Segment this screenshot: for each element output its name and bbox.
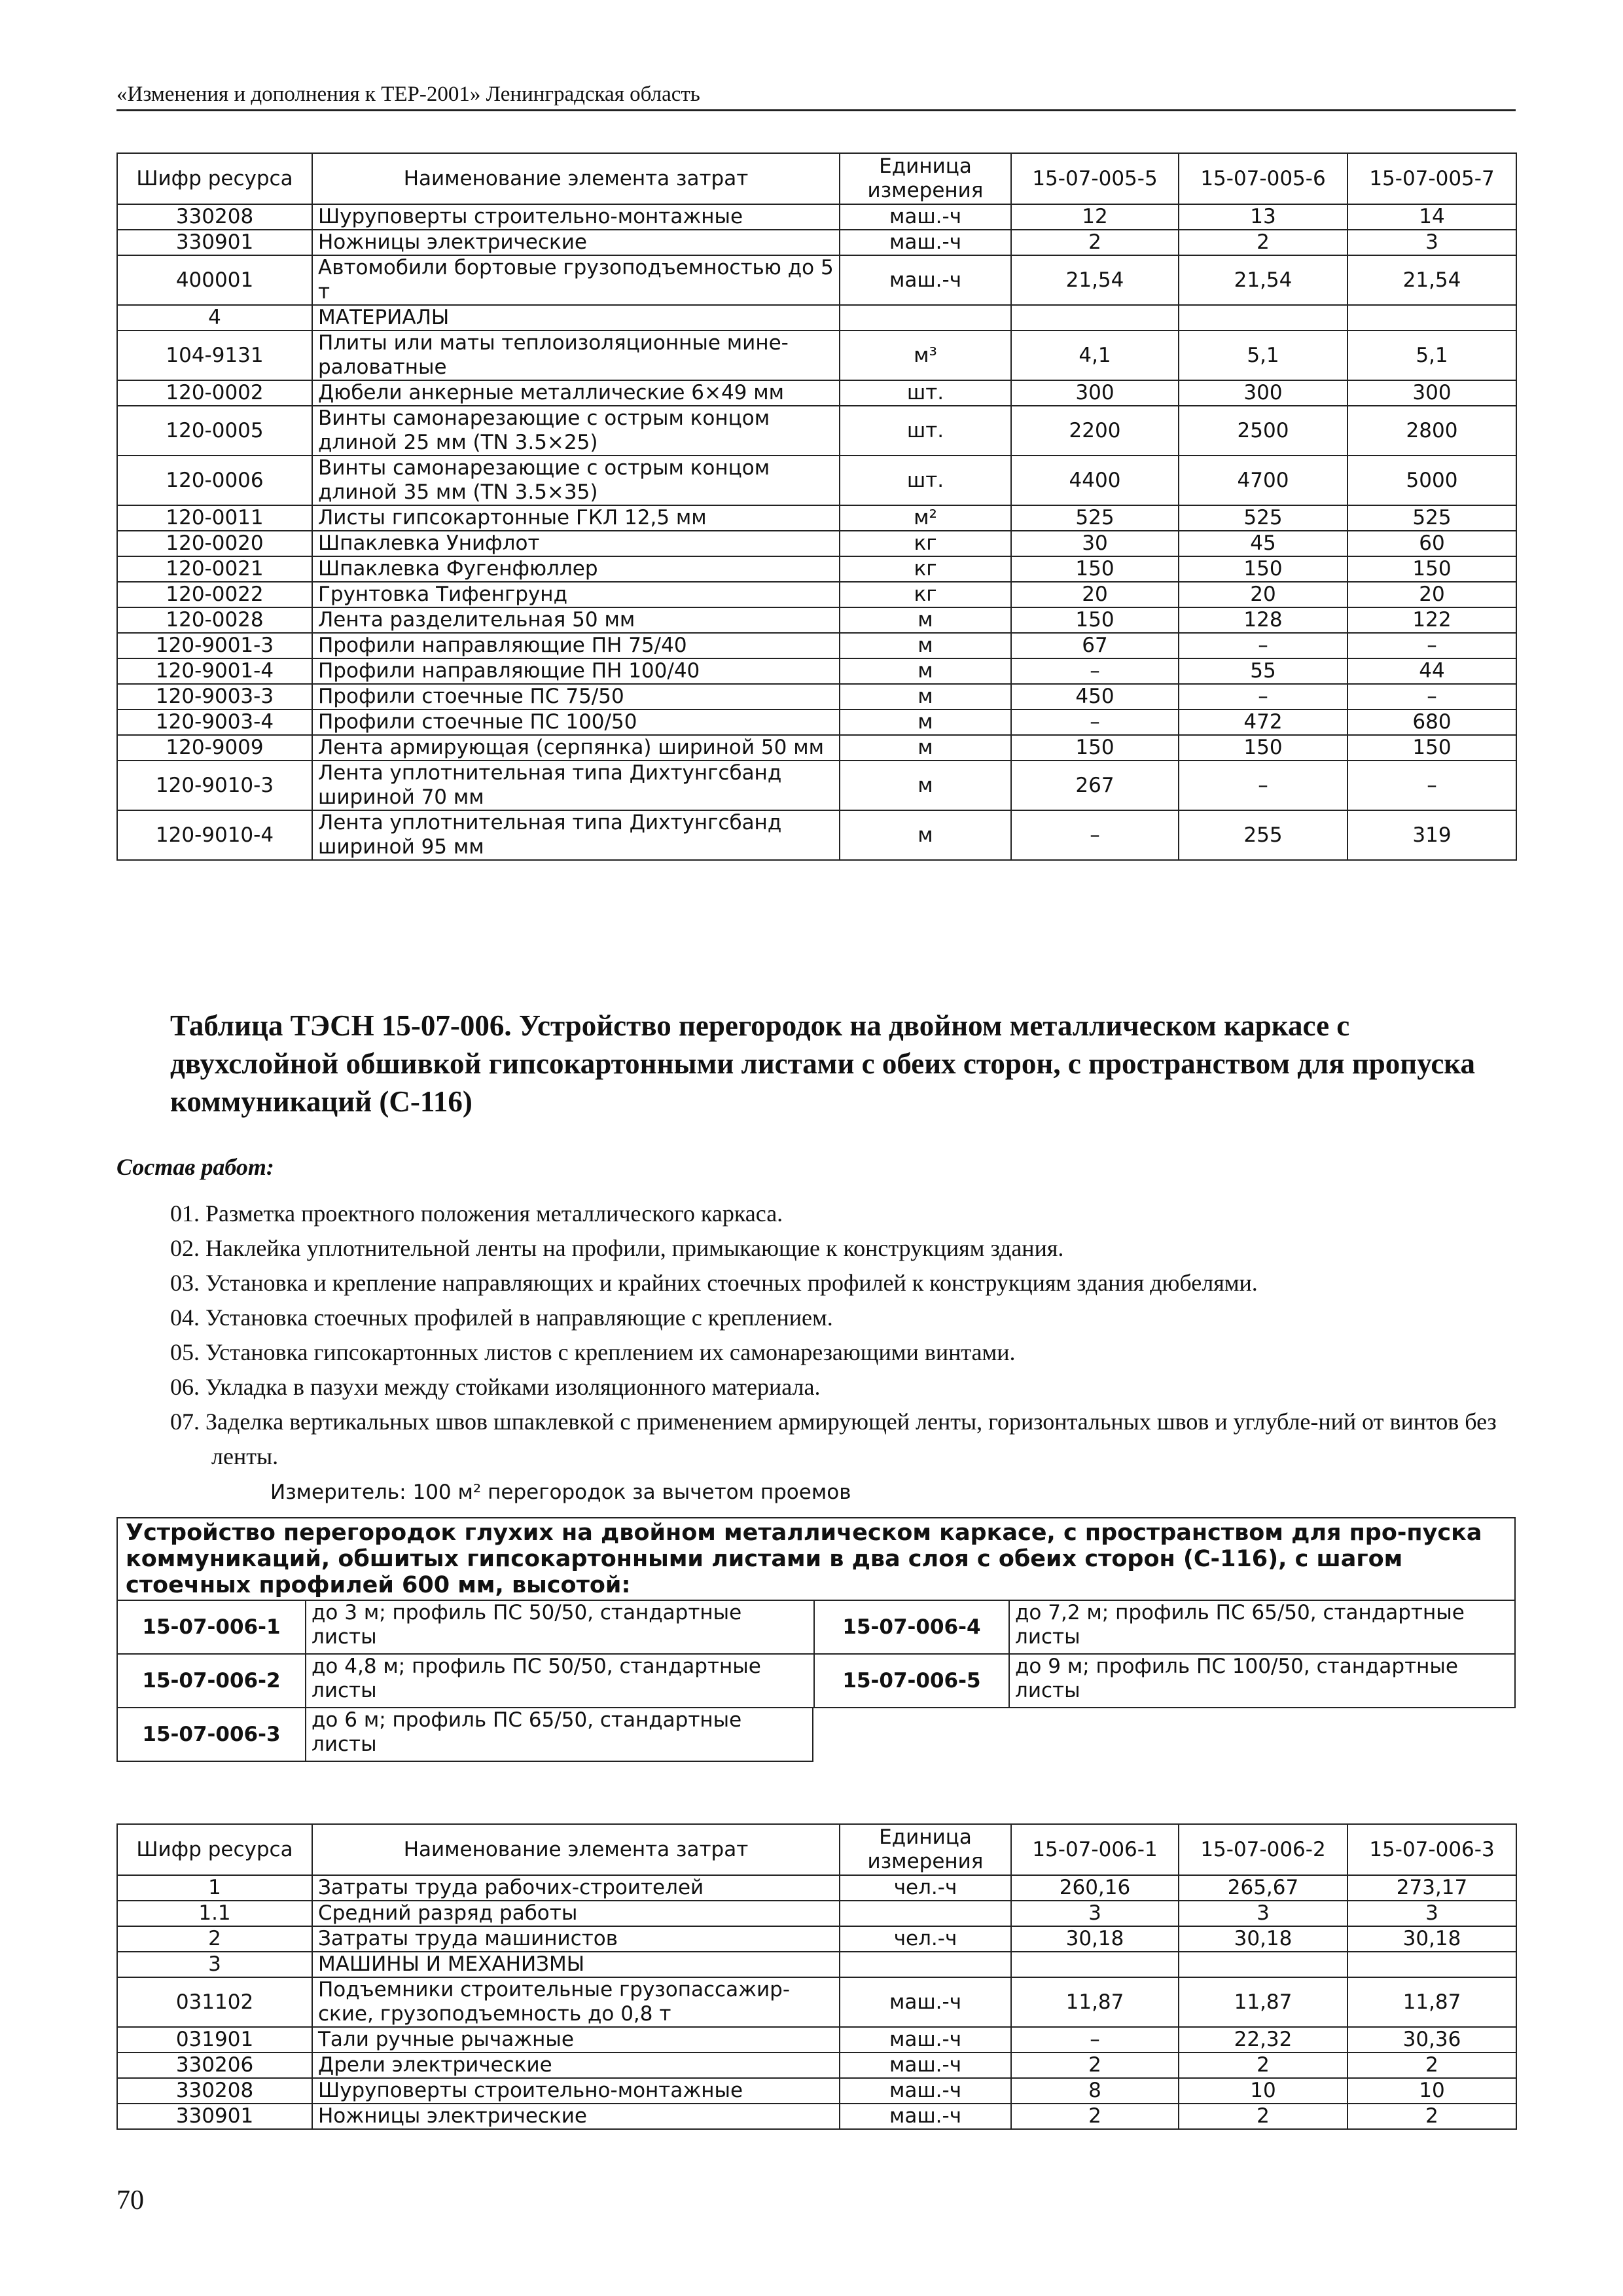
unit-cell: шт.: [840, 380, 1011, 406]
table-body: [117, 204, 1516, 860]
norm-value-cell: 20: [1347, 582, 1516, 607]
norm-value-cell: 2: [1011, 230, 1179, 255]
resource-name-cell: Лента уплотнительная типа Дихтунгсбанд шириной 70 мм: [312, 761, 840, 810]
norm-value-cell: –: [1011, 658, 1179, 684]
norm-value-cell: 273,17: [1347, 1875, 1516, 1901]
norm-value-cell: 11,87: [1011, 1977, 1179, 2027]
norm-value-cell: 20: [1179, 582, 1347, 607]
norm-value-cell: [1179, 305, 1347, 331]
table-row: [117, 406, 1516, 456]
unit-cell: шт.: [840, 406, 1011, 456]
resource-code-cell: 120-9010-3: [117, 761, 312, 810]
resource-code-cell: 120-0005: [117, 406, 312, 456]
col-header-name: Наименование элемента затрат: [312, 1824, 840, 1875]
work-steps-list: [170, 1196, 1518, 1474]
work-step: 04. Установка стоечных профилей в направляющие с креплением.: [170, 1304, 833, 1331]
spec-code: 15-07-006-5: [813, 1655, 1008, 1708]
resource-code-cell: 120-9010-4: [117, 810, 312, 860]
norm-value-cell: 55: [1179, 658, 1347, 684]
table-row: [117, 1952, 1516, 1977]
resource-name-cell: Плиты или маты теплоизоляционные мине-раловатные: [312, 331, 840, 380]
table-row: [117, 204, 1516, 230]
unit-cell: кг: [840, 556, 1011, 582]
resource-name-cell: Профили направляющие ПН 75/40: [312, 633, 840, 658]
norm-value-cell: –: [1011, 2027, 1179, 2053]
norm-value-cell: 128: [1179, 607, 1347, 633]
resource-code-cell: 120-9009: [117, 735, 312, 761]
norm-value-cell: 525: [1347, 505, 1516, 531]
resource-name-cell: Шпаклевка Фугенфюллер: [312, 556, 840, 582]
unit-cell: м: [840, 633, 1011, 658]
norm-value-cell: 2: [1179, 2104, 1347, 2129]
unit-cell: м²: [840, 505, 1011, 531]
resource-name-cell: МАШИНЫ И МЕХАНИЗМЫ: [312, 1952, 840, 1977]
resource-code-cell: 104-9131: [117, 331, 312, 380]
col-header-unit: Единица измерения: [840, 153, 1011, 204]
unit-cell: [840, 305, 1011, 331]
col-header-name: Наименование элемента затрат: [312, 153, 840, 204]
norm-value-cell: 680: [1347, 709, 1516, 735]
col-header-norm-2: 15-07-006-2: [1179, 1824, 1347, 1875]
unit-cell: маш.-ч: [840, 204, 1011, 230]
unit-cell: маш.-ч: [840, 2104, 1011, 2129]
norm-value-cell: 450: [1011, 684, 1179, 709]
spec-description: до 3 м; профиль ПС 50/50, стандартные листы: [305, 1601, 813, 1655]
norm-value-cell: 4700: [1179, 456, 1347, 505]
resource-name-cell: Шуруповерты строительно-монтажные: [312, 2078, 840, 2104]
unit-cell: м: [840, 709, 1011, 735]
norm-value-cell: 319: [1347, 810, 1516, 860]
resource-name-cell: Затраты труда рабочих-строителей: [312, 1875, 840, 1901]
norm-value-cell: 10: [1179, 2078, 1347, 2104]
resource-code-cell: 330208: [117, 2078, 312, 2104]
norm-value-cell: –: [1347, 684, 1516, 709]
col-header-unit: Единица измерения: [840, 1824, 1011, 1875]
unit-cell: м: [840, 684, 1011, 709]
resource-code-cell: 120-0022: [117, 582, 312, 607]
norm-value-cell: 265,67: [1179, 1875, 1347, 1901]
table-row: [117, 582, 1516, 607]
norm-value-cell: 2: [1179, 230, 1347, 255]
table-title: Таблица ТЭСН 15-07-006. Устройство перегородок на двойном металлическом каркасе с двухслойной обшивкой гипсокартонными листами с обеих сторон, с пространством для пропуска коммуникаций (С-116): [170, 1009, 1476, 1118]
table-row: [117, 633, 1516, 658]
resource-code-cell: 3: [117, 1952, 312, 1977]
norm-value-cell: –: [1347, 633, 1516, 658]
table-row: [117, 1875, 1516, 1901]
norm-value-cell: 11,87: [1179, 1977, 1347, 2027]
table-row: [117, 531, 1516, 556]
resource-name-cell: Винты самонарезающие с острым концом длиной 25 мм (TN 3.5×25): [312, 406, 840, 456]
col-header-code: Шифр ресурса: [117, 1824, 312, 1875]
resource-name-cell: Автомобили бортовые грузоподъемностью до 5 т: [312, 255, 840, 305]
table-row: [117, 735, 1516, 761]
resource-name-cell: Лента разделительная 50 мм: [312, 607, 840, 633]
table-header-row: [117, 1824, 1516, 1875]
work-step: 06. Укладка в пазухи между стойками изоляционного материала.: [170, 1374, 821, 1400]
unit-cell: маш.-ч: [840, 230, 1011, 255]
work-step: 07. Заделка вертикальных швов шпаклевкой с применением армирующей ленты, горизонтальных швов и углубле-ний от винтов без ленты.: [170, 1408, 1497, 1469]
work-step: 05. Установка гипсокартонных листов с креплением их самонарезающими винтами.: [170, 1339, 1016, 1365]
spec-box: [116, 1517, 1516, 1762]
norm-value-cell: 14: [1347, 204, 1516, 230]
norm-value-cell: 267: [1011, 761, 1179, 810]
resource-name-cell: Винты самонарезающие с острым концом длиной 35 мм (TN 3.5×35): [312, 456, 840, 505]
norm-value-cell: 3: [1347, 1901, 1516, 1926]
spec-code: 15-07-006-4: [813, 1601, 1008, 1655]
resource-name-cell: Лента уплотнительная типа Дихтунгсбанд шириной 95 мм: [312, 810, 840, 860]
resource-name-cell: Дюбели анкерные металлические 6×49 мм: [312, 380, 840, 406]
norm-value-cell: 150: [1011, 607, 1179, 633]
norm-value-cell: 8: [1011, 2078, 1179, 2104]
norm-value-cell: 21,54: [1011, 255, 1179, 305]
spec-description: до 6 м; профиль ПС 65/50, стандартные листы: [305, 1708, 813, 1762]
resource-name-cell: Ножницы электрические: [312, 2104, 840, 2129]
norm-value-cell: 300: [1347, 380, 1516, 406]
unit-cell: м: [840, 735, 1011, 761]
measure-unit: Измеритель: 100 м² перегородок за вычетом проемов: [270, 1480, 851, 1504]
resource-code-cell: 120-9003-4: [117, 709, 312, 735]
table-row: [117, 658, 1516, 684]
norm-value-cell: 13: [1179, 204, 1347, 230]
unit-cell: [840, 1952, 1011, 1977]
spec-description: до 7,2 м; профиль ПС 65/50, стандартные листы: [1008, 1601, 1516, 1655]
norm-value-cell: 2: [1011, 2104, 1179, 2129]
page-number: 70: [116, 2185, 144, 2215]
unit-cell: чел.-ч: [840, 1875, 1011, 1901]
norm-value-cell: 255: [1179, 810, 1347, 860]
resource-table-005: [116, 152, 1517, 861]
table-row: [117, 556, 1516, 582]
table-row: [117, 456, 1516, 505]
spec-description: до 4,8 м; профиль ПС 50/50, стандартные листы: [305, 1655, 813, 1708]
resource-code-cell: 1.1: [117, 1901, 312, 1926]
resource-name-cell: Лента армирующая (серпянка) шириной 50 мм: [312, 735, 840, 761]
table-row: [117, 1901, 1516, 1926]
resource-code-cell: 120-9001-4: [117, 658, 312, 684]
norm-value-cell: 30,36: [1347, 2027, 1516, 2053]
unit-cell: маш.-ч: [840, 1977, 1011, 2027]
norm-value-cell: 5,1: [1179, 331, 1347, 380]
col-header-code: Шифр ресурса: [117, 153, 312, 204]
table-row: [117, 1926, 1516, 1952]
norm-value-cell: [1347, 305, 1516, 331]
spec-code: 15-07-006-2: [116, 1655, 305, 1708]
norm-value-cell: 21,54: [1347, 255, 1516, 305]
table-row: [117, 2104, 1516, 2129]
unit-cell: маш.-ч: [840, 255, 1011, 305]
norm-value-cell: 3: [1179, 1901, 1347, 1926]
norm-value-cell: 3: [1347, 230, 1516, 255]
resource-name-cell: Профили стоечные ПС 75/50: [312, 684, 840, 709]
table-row: [117, 709, 1516, 735]
norm-value-cell: 525: [1011, 505, 1179, 531]
norm-value-cell: 45: [1179, 531, 1347, 556]
spec-code: 15-07-006-1: [116, 1601, 305, 1655]
section-label: Состав работ:: [116, 1154, 274, 1180]
work-step: 03. Установка и крепление направляющих и крайних стоечных профилей к конструкциям здания дюбелями.: [170, 1270, 1258, 1296]
resource-name-cell: Дрели электрические: [312, 2053, 840, 2078]
resource-name-cell: Ножницы электрические: [312, 230, 840, 255]
norm-value-cell: 30,18: [1011, 1926, 1179, 1952]
spec-description: до 9 м; профиль ПС 100/50, стандартные листы: [1008, 1655, 1516, 1708]
table-row: [117, 607, 1516, 633]
running-header: «Изменения и дополнения к ТЕР-2001» Ленинградская область: [116, 82, 1516, 111]
norm-value-cell: 2800: [1347, 406, 1516, 456]
unit-cell: м: [840, 658, 1011, 684]
resource-name-cell: Тали ручные рычажные: [312, 2027, 840, 2053]
work-step: 01. Разметка проектного положения металлического каркаса.: [170, 1200, 783, 1227]
norm-value-cell: 60: [1347, 531, 1516, 556]
resource-table-006: [116, 1823, 1517, 2130]
norm-value-cell: 150: [1347, 735, 1516, 761]
table-row: [117, 305, 1516, 331]
norm-value-cell: –: [1347, 761, 1516, 810]
resource-name-cell: Профили направляющие ПН 100/40: [312, 658, 840, 684]
unit-cell: шт.: [840, 456, 1011, 505]
table-body: [117, 1875, 1516, 2129]
spec-code: 15-07-006-3: [116, 1708, 305, 1762]
resource-code-cell: 330901: [117, 2104, 312, 2129]
col-header-norm-3: 15-07-005-7: [1347, 153, 1516, 204]
norm-value-cell: 2200: [1011, 406, 1179, 456]
norm-value-cell: 2: [1011, 2053, 1179, 2078]
norm-value-cell: 5,1: [1347, 331, 1516, 380]
resource-code-cell: 4: [117, 305, 312, 331]
unit-cell: м³: [840, 331, 1011, 380]
norm-value-cell: 67: [1011, 633, 1179, 658]
norm-value-cell: 4400: [1011, 456, 1179, 505]
unit-cell: м: [840, 761, 1011, 810]
norm-value-cell: –: [1179, 633, 1347, 658]
norm-value-cell: 150: [1179, 735, 1347, 761]
norm-value-cell: 260,16: [1011, 1875, 1179, 1901]
resource-code-cell: 400001: [117, 255, 312, 305]
norm-value-cell: 3: [1011, 1901, 1179, 1926]
resource-name-cell: Профили стоечные ПС 100/50: [312, 709, 840, 735]
norm-value-cell: 30,18: [1347, 1926, 1516, 1952]
norm-value-cell: [1011, 305, 1179, 331]
norm-value-cell: [1179, 1952, 1347, 1977]
norm-value-cell: 472: [1179, 709, 1347, 735]
table-row: [117, 761, 1516, 810]
resource-name-cell: Шуруповерты строительно-монтажные: [312, 204, 840, 230]
norm-value-cell: –: [1011, 810, 1179, 860]
norm-value-cell: 20: [1011, 582, 1179, 607]
table-row: [117, 230, 1516, 255]
norm-value-cell: 122: [1347, 607, 1516, 633]
unit-cell: маш.-ч: [840, 2053, 1011, 2078]
resource-code-cell: 120-0021: [117, 556, 312, 582]
norm-value-cell: 4,1: [1011, 331, 1179, 380]
resource-code-cell: 120-0011: [117, 505, 312, 531]
norm-value-cell: 30,18: [1179, 1926, 1347, 1952]
unit-cell: маш.-ч: [840, 2027, 1011, 2053]
resource-code-cell: 120-0020: [117, 531, 312, 556]
norm-value-cell: 12: [1011, 204, 1179, 230]
resource-name-cell: Средний разряд работы: [312, 1901, 840, 1926]
work-step: 02. Наклейка уплотнительной ленты на профили, примыкающие к конструкциям здания.: [170, 1235, 1064, 1261]
resource-code-cell: 1: [117, 1875, 312, 1901]
norm-value-cell: 150: [1011, 735, 1179, 761]
resource-code-cell: 120-9003-3: [117, 684, 312, 709]
norm-value-cell: 11,87: [1347, 1977, 1516, 2027]
norm-value-cell: 5000: [1347, 456, 1516, 505]
norm-value-cell: [1011, 1952, 1179, 1977]
norm-value-cell: 2: [1179, 2053, 1347, 2078]
norm-value-cell: 2: [1347, 2053, 1516, 2078]
resource-code-cell: 2: [117, 1926, 312, 1952]
resource-name-cell: МАТЕРИАЛЫ: [312, 305, 840, 331]
norm-value-cell: –: [1179, 761, 1347, 810]
col-header-norm-1: 15-07-006-1: [1011, 1824, 1179, 1875]
table-header-row: [117, 153, 1516, 204]
norm-value-cell: 525: [1179, 505, 1347, 531]
norm-value-cell: 300: [1179, 380, 1347, 406]
resource-code-cell: 330206: [117, 2053, 312, 2078]
spec-grid: [116, 1601, 1516, 1762]
norm-value-cell: –: [1011, 709, 1179, 735]
resource-code-cell: 031901: [117, 2027, 312, 2053]
norm-value-cell: 21,54: [1179, 255, 1347, 305]
norm-value-cell: 2500: [1179, 406, 1347, 456]
table-row: [117, 2053, 1516, 2078]
table-row: [117, 684, 1516, 709]
unit-cell: кг: [840, 582, 1011, 607]
table-row: [117, 2078, 1516, 2104]
resource-code-cell: 330901: [117, 230, 312, 255]
resource-code-cell: 120-0006: [117, 456, 312, 505]
norm-value-cell: –: [1179, 684, 1347, 709]
resource-code-cell: 330208: [117, 204, 312, 230]
table-row: [117, 1977, 1516, 2027]
unit-cell: чел.-ч: [840, 1926, 1011, 1952]
unit-cell: [840, 1901, 1011, 1926]
resource-name-cell: Шпаклевка Унифлот: [312, 531, 840, 556]
norm-value-cell: 150: [1347, 556, 1516, 582]
norm-value-cell: 150: [1011, 556, 1179, 582]
col-header-norm-1: 15-07-005-5: [1011, 153, 1179, 204]
norm-value-cell: 30: [1011, 531, 1179, 556]
table-row: [117, 331, 1516, 380]
unit-cell: м: [840, 607, 1011, 633]
resource-code-cell: 120-9001-3: [117, 633, 312, 658]
col-header-norm-3: 15-07-006-3: [1347, 1824, 1516, 1875]
resource-name-cell: Грунтовка Тифенгрунд: [312, 582, 840, 607]
table-row: [117, 2027, 1516, 2053]
table-row: [117, 255, 1516, 305]
resource-name-cell: Листы гипсокартонные ГКЛ 12,5 мм: [312, 505, 840, 531]
resource-code-cell: 120-0028: [117, 607, 312, 633]
norm-value-cell: 10: [1347, 2078, 1516, 2104]
resource-code-cell: 031102: [117, 1977, 312, 2027]
table-row: [117, 810, 1516, 860]
norm-value-cell: 44: [1347, 658, 1516, 684]
spec-heading: Устройство перегородок глухих на двойном металлическом каркасе, с пространством для про-пуска коммуникаций, обшитых гипсокартонными листами в два слоя с обеих сторон (С-116), с шагом стоечных профилей 600 мм, высотой:: [116, 1517, 1516, 1601]
norm-value-cell: [1347, 1952, 1516, 1977]
unit-cell: м: [840, 810, 1011, 860]
norm-value-cell: 300: [1011, 380, 1179, 406]
col-header-norm-2: 15-07-005-6: [1179, 153, 1347, 204]
unit-cell: кг: [840, 531, 1011, 556]
unit-cell: маш.-ч: [840, 2078, 1011, 2104]
table-row: [117, 380, 1516, 406]
resource-code-cell: 120-0002: [117, 380, 312, 406]
resource-name-cell: Затраты труда машинистов: [312, 1926, 840, 1952]
norm-value-cell: 2: [1347, 2104, 1516, 2129]
resource-name-cell: Подъемники строительные грузопассажир-ские, грузоподъемность до 0,8 т: [312, 1977, 840, 2027]
norm-value-cell: 22,32: [1179, 2027, 1347, 2053]
table-row: [117, 505, 1516, 531]
norm-value-cell: 150: [1179, 556, 1347, 582]
